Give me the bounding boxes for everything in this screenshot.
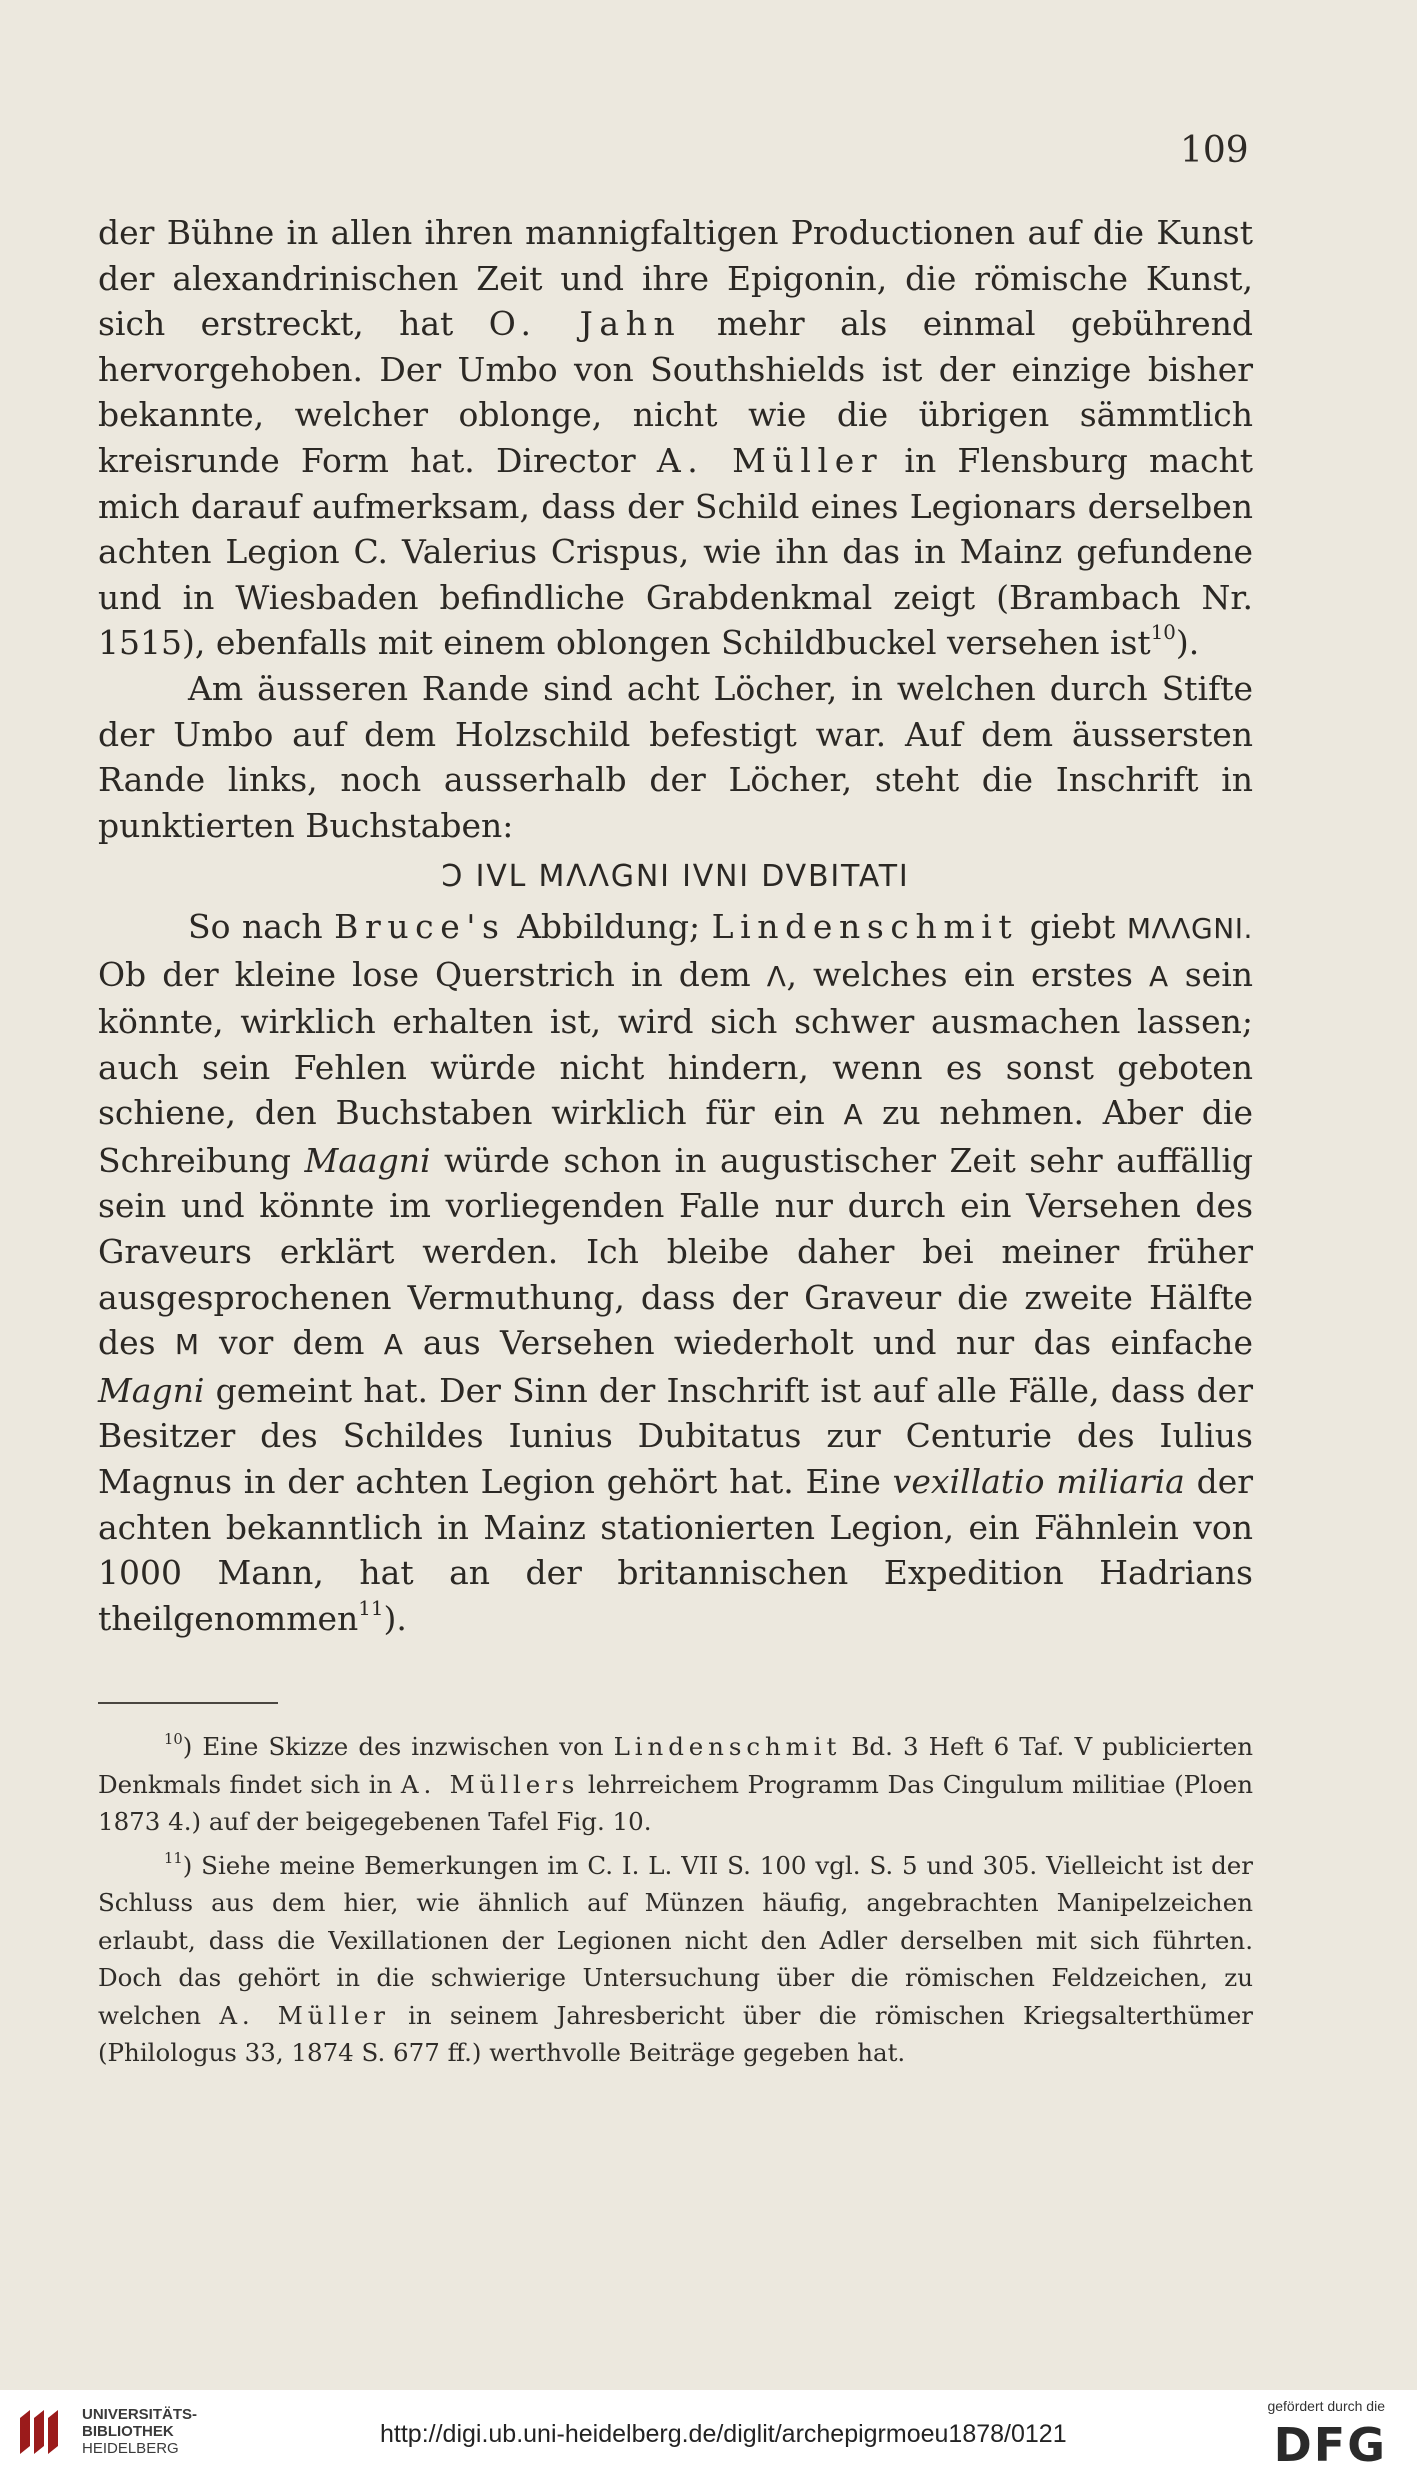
page-number: 109: [1180, 130, 1249, 171]
footnote-divider: [98, 1702, 278, 1704]
footnote-10: $^{10}$) Eine Skizze des inzwischen von Lindenschmit Bd. 3 Heft 6 Taf. V publicierten Denkmals findet sich in A. Müllers lehrreichem Programm Das Cingulum militiae (Ploen 1873 4.) auf der beigegebenen Tafel Fig. 10.: [98, 1730, 1254, 1836]
paragraph-3: So nach Bruce's Abbildung; Lindenschmit giebt MΛΛGNI. Ob der kleine lose Querstrich in dem Λ, welches ein erstes A sein könnte, wirklich erhalten ist, wird sich schwer ausmachen lassen; auch sein Fehlen würde nicht hindern, wenn es sonst geboten schiene, den Buchstaben wirklich für ein A zu nehmen. Aber die Schreibung Maagni würde schon in augustischer Zeit sehr auffällig sein und könnte im vorliegenden Falle nur durch ein Versehen des Graveurs erklärt werden. Ich bleibe daher bei meiner früher ausgesprochenen Vermuthung, dass der Graveur die zweite Hälfte des M vor dem A aus Versehen wiederholt und nur das einfache Magni gemeint hat. Der Sinn der Inschrift ist auf alle Fälle, dass der Besitzer des Schildes Iunius Dubitatus zur Centurie des Iulius Magnus in der achten Legion gehört hat. Eine vexillatio miliaria der achten bekanntlich in Mainz stationierten Legion, ein Fähnlein von 1000 Mann, hat an der britannischen Expedition Hadrians theilgenommen$^{11}$).: [98, 906, 1254, 1638]
dfg-logo: DFG: [1273, 2418, 1387, 2472]
digitization-footer: [0, 2390, 1417, 2474]
footnote-11: $^{11}$) Siehe meine Bemerkungen im C. I. L. VII S. 100 vgl. S. 5 und 305. Vielleicht ist der Schluss aus dem hier, wie ähnlich auf Münzen häufig, angebrachten Manipelzeichen erlaubt, dass die Vexillationen der Legionen nicht den Adler derselben mit sich führten. Doch das gehört in die schwierige Untersuchung über die römischen Feldzeichen, zu welchen A. Müller in seinem Jahresbericht über die römischen Kriegsalterthümer (Philologus 33, 1874 S. 677 ff.) werthvolle Beiträge gegeben hat.: [98, 1849, 1253, 2067]
paragraph-1: der Bühne in allen ihren mannigfaltigen Productionen auf die Kunst der alexandrinischen Zeit und ihre Epigonin, die römische Kunst, sich erstreckt, hat O. Jahn mehr als einmal gebührend hervorgehoben. Der Umbo von Southshields ist der einzige bisher bekannte, welcher oblonge, nicht wie die übrigen sämmtlich kreisrunde Form hat. Director A. Müller in Flensburg macht mich darauf aufmerksam, dass der Schild eines Legionars derselben achten Legion C. Valerius Crispus, wie ihn das in Mainz gefundene und in Wiesbaden befindliche Grabdenkmal zeigt (Brambach Nr. 1515), ebenfalls mit einem oblongen Schildbuckel versehen ist$^{10}$).: [98, 213, 1253, 663]
footnotes: [98, 1728, 1253, 2078]
main-text: [98, 210, 1253, 1641]
funding-note: gefördert durch die: [1267, 2398, 1385, 2414]
inscription: Ɔ IVL MΛΛGNI IVNI DVBITATI: [441, 859, 910, 895]
paragraph-2: Am äusseren Rande sind acht Löcher, in welchen durch Stifte der Umbo auf dem Holzschild befestigt war. Auf dem äussersten Rande links, noch ausserhalb der Löcher, steht die Inschrift in punktierten Buchstaben:: [98, 668, 1253, 845]
university-library-logo-icon: [14, 2404, 70, 2460]
permalink[interactable]: http://digi.ub.uni-heidelberg.de/diglit/archepigrmoeu1878/0121: [380, 2420, 1067, 2448]
library-name: UNIVERSITÄTS- BIBLIOTHEK HEIDELBERG: [82, 2406, 198, 2457]
